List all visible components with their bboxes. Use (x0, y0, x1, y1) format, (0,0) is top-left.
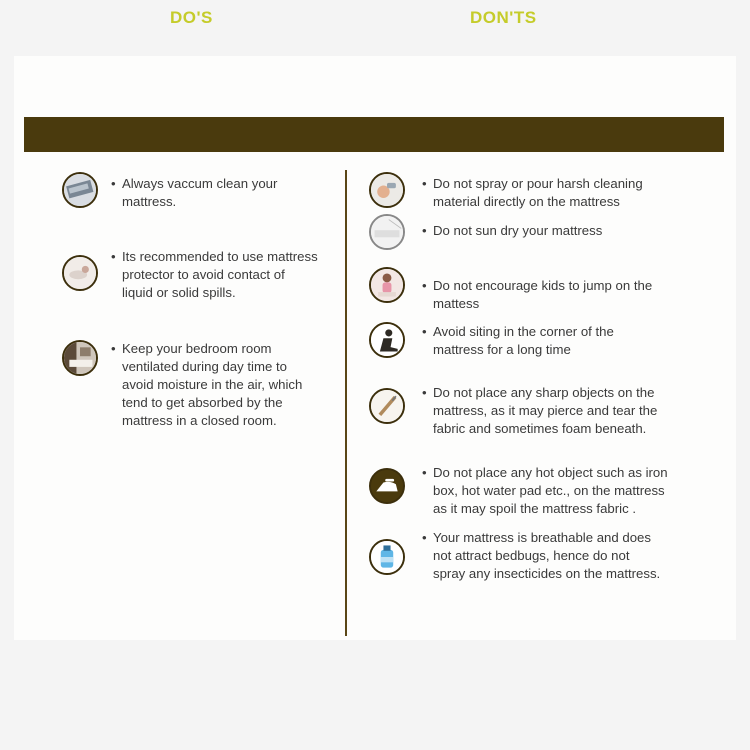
donts-6-line-2: box, hot water pad etc., on the mattress (433, 483, 665, 498)
donts-6-line-1: Do not place any hot object such as iron (433, 465, 668, 480)
iron-box-icon (369, 468, 405, 504)
bullet: • (111, 341, 116, 356)
dos-2-line-3: liquid or solid spills. (122, 285, 236, 300)
sharp-object-icon (369, 388, 405, 424)
person-sitting-icon (369, 322, 405, 358)
dos-3-line-4: tend to get absorbed by the (122, 395, 283, 410)
donts-7-line-1: Your mattress is breathable and does (433, 530, 651, 545)
dos-3-line-2: ventilated during day time to (122, 359, 287, 374)
bullet: • (422, 176, 427, 191)
bullet: • (422, 385, 427, 400)
donts-5-line-3: fabric and sometimes foam beneath. (433, 421, 647, 436)
donts-3-line-2: mattess (433, 296, 480, 311)
insecticide-bottle-icon (369, 539, 405, 575)
bullet: • (422, 278, 427, 293)
column-divider (345, 170, 347, 636)
dos-3-line-5: mattress in a closed room. (122, 413, 277, 428)
bullet: • (422, 465, 427, 480)
mattress-protector-icon (62, 255, 98, 291)
vacuum-mattress-icon (62, 172, 98, 208)
kid-jumping-icon (369, 267, 405, 303)
donts-1-line-2: material directly on the mattress (433, 194, 620, 209)
dos-1-line-2: mattress. (122, 194, 177, 209)
donts-5-line-2: mattress, as it may pierce and tear the (433, 403, 658, 418)
donts-4-line-1: Avoid siting in the corner of the (433, 324, 614, 339)
dos-2-line-2: protector to avoid contact of (122, 267, 285, 282)
bullet: • (422, 530, 427, 545)
donts-5-line-1: Do not place any sharp objects on the (433, 385, 655, 400)
bullet: • (422, 324, 427, 339)
dos-2-line-1: Its recommended to use mattress (122, 249, 318, 264)
donts-6-line-3: as it may spoil the mattress fabric . (433, 501, 637, 516)
donts-4-line-2: mattress for a long time (433, 342, 571, 357)
header-bar (24, 117, 724, 152)
spray-bottle-icon (369, 172, 405, 208)
donts-1-line-1: Do not spray or pour harsh cleaning (433, 176, 643, 191)
donts-3-line-1: Do not encourage kids to jump on the (433, 278, 653, 293)
dos-3-line-1: Keep your bedroom room (122, 341, 272, 356)
ventilated-room-icon (62, 340, 98, 376)
donts-7-line-2: not attract bedbugs, hence do not (433, 548, 630, 563)
donts-title: DON'TS (470, 8, 537, 27)
donts-7-line-3: spray any insecticides on the mattress. (433, 566, 661, 581)
dos-1-line-1: Always vaccum clean your (122, 176, 278, 191)
bullet: • (422, 223, 427, 238)
dos-3-line-3: avoid moisture in the air, which (122, 377, 303, 392)
bullet: • (111, 176, 116, 191)
dos-title: DO'S (170, 8, 213, 27)
donts-2-line-1: Do not sun dry your mattress (433, 223, 603, 238)
sun-dry-mattress-icon (369, 214, 405, 250)
bullet: • (111, 249, 116, 264)
